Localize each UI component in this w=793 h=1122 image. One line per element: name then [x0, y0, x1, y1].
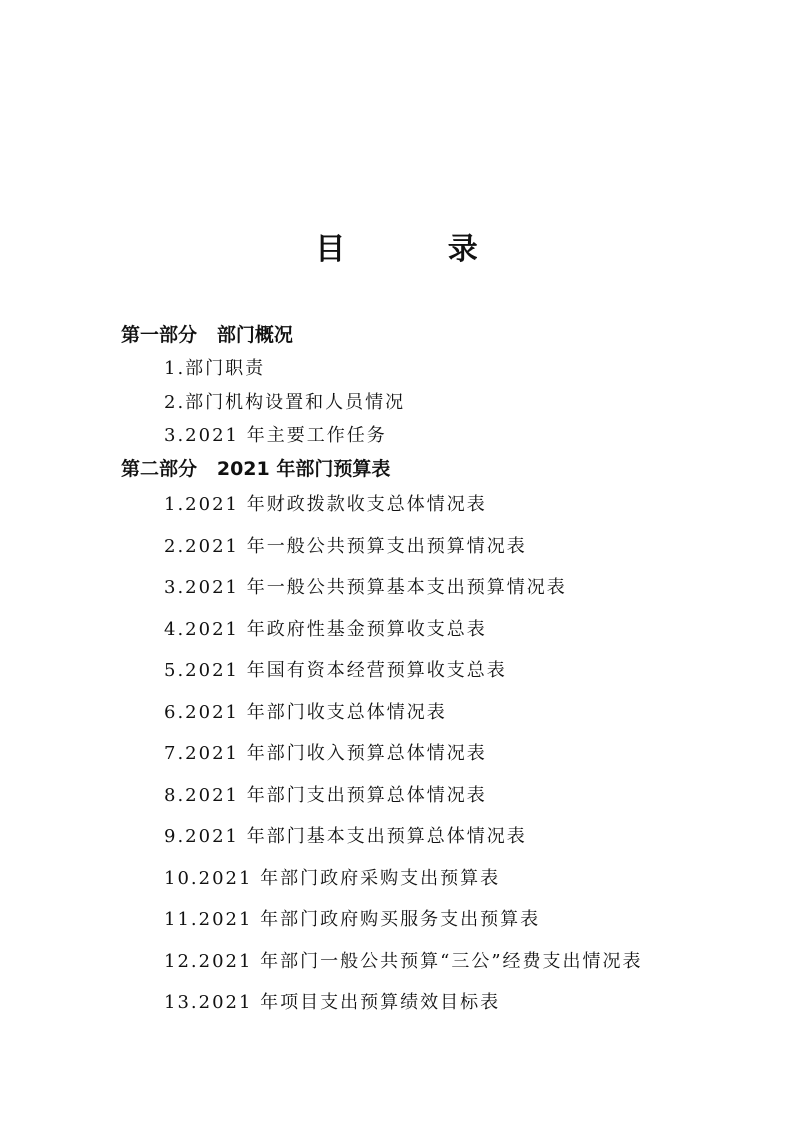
toc-item: 2.部门机构设置和人员情况 — [164, 392, 406, 413]
toc-item: 1.部门职责 — [164, 358, 266, 379]
toc-item: 7.2021 年部门收入预算总体情况表 — [164, 743, 487, 764]
toc-item: 6.2021 年部门收支总体情况表 — [164, 702, 447, 723]
toc-item: 11.2021 年部门政府购买服务支出预算表 — [164, 909, 541, 930]
toc-item: 12.2021 年部门一般公共预算“三公”经费支出情况表 — [164, 951, 643, 972]
part-heading-2: 第二部分 2021 年部门预算表 — [121, 458, 391, 480]
toc-item: 4.2021 年政府性基金预算收支总表 — [164, 619, 487, 640]
page-title: 目 录 — [315, 232, 524, 267]
toc-item: 9.2021 年部门基本支出预算总体情况表 — [164, 826, 527, 847]
part-heading-1: 第一部分 部门概况 — [121, 324, 293, 346]
toc-item: 13.2021 年项目支出预算绩效目标表 — [164, 992, 501, 1013]
toc-item: 3.2021 年主要工作任务 — [164, 425, 387, 446]
toc-item: 2.2021 年一般公共预算支出预算情况表 — [164, 536, 527, 557]
toc-item: 5.2021 年国有资本经营预算收支总表 — [164, 660, 507, 681]
toc-item: 3.2021 年一般公共预算基本支出预算情况表 — [164, 577, 567, 598]
toc-item: 8.2021 年部门支出预算总体情况表 — [164, 785, 487, 806]
toc-item: 10.2021 年部门政府采购支出预算表 — [164, 868, 501, 889]
toc-item: 1.2021 年财政拨款收支总体情况表 — [164, 494, 487, 515]
